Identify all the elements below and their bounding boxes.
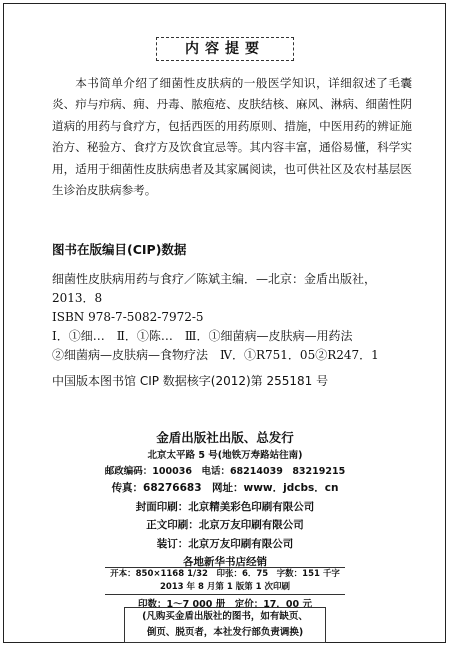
summary-text: [52, 73, 412, 201]
cip-line: 细菌性皮肤病用药与食疗／陈斌主编．—北京：金盾出版社，: [52, 272, 377, 286]
cip-line: ISBN 978-7-5082-7972-5: [52, 310, 204, 324]
imprint-block: [0, 428, 450, 572]
cover-print-line: 封面印刷：北京精美彩色印刷有限公司: [135, 500, 315, 513]
cip-heading: 图书在版编目(CIP)数据: [52, 242, 187, 257]
publisher-line: 金盾出版社出版、总发行: [156, 430, 294, 445]
print-run-price-line: 印数：1～7 000 册 定价：17．00 元: [138, 599, 312, 610]
binding-line: 装订：北京万友印刷有限公司: [156, 537, 294, 550]
address-line: 北京太平路 5 号(地铁万寿路站往南): [147, 450, 303, 461]
format-specs: [105, 567, 345, 595]
summary-title: 内容提要: [156, 37, 294, 61]
text-print-line: 正文印刷：北京万友印刷有限公司: [146, 519, 304, 531]
edition-line: 2013 年 8 月第 1 版第 1 次印刷: [159, 582, 291, 592]
cip-record-number: 中国版本图书馆 CIP 数据核字(2012)第 255181 号: [52, 374, 329, 388]
return-notice: [124, 607, 326, 643]
fax-web-line: 传真：68276683 网址：www．jdcbs．cn: [111, 482, 339, 494]
notice-line: 倒页、脱页者，本社发行部负责调换): [146, 627, 304, 638]
cip-line: ②细菌病—皮肤病—食物疗法 Ⅳ．①R751．05②R247．1: [52, 348, 379, 362]
cip-line: 2013．8: [52, 291, 103, 305]
cip-line: Ⅰ．①细… Ⅱ．①陈… Ⅲ．①细菌病—皮肤病—用药法: [52, 329, 353, 343]
format-line: 开本：850×1168 1/32 印张：6．75 字数：151 千字: [110, 569, 340, 579]
distribution-line: 各地新华书店经销: [183, 556, 267, 568]
summary-paragraph: 本书简单介绍了细菌性皮肤病的一般医学知识，详细叙述了毛囊炎、疖与疖病、痈、丹毒、脓疱疮、皮肤结核、麻风、淋病、细菌性阴道病的用药与食疗方，包括西医的用药原则、措施，中医用药的辨证施治方、秘验方、食疗方及饮食宜忌等。其内容丰富，通俗易懂，科学实用，适用于细菌性皮肤病患者及其家属阅读，也可供社区及农村基层医生诊治皮肤病参考。: [52, 76, 412, 198]
cip-data: [52, 270, 432, 365]
postal-phone-line: 邮政编码：100036 电话：68214039 83219215: [104, 465, 346, 477]
notice-line: (凡购买金盾出版社的图书，如有缺页、: [142, 611, 308, 622]
